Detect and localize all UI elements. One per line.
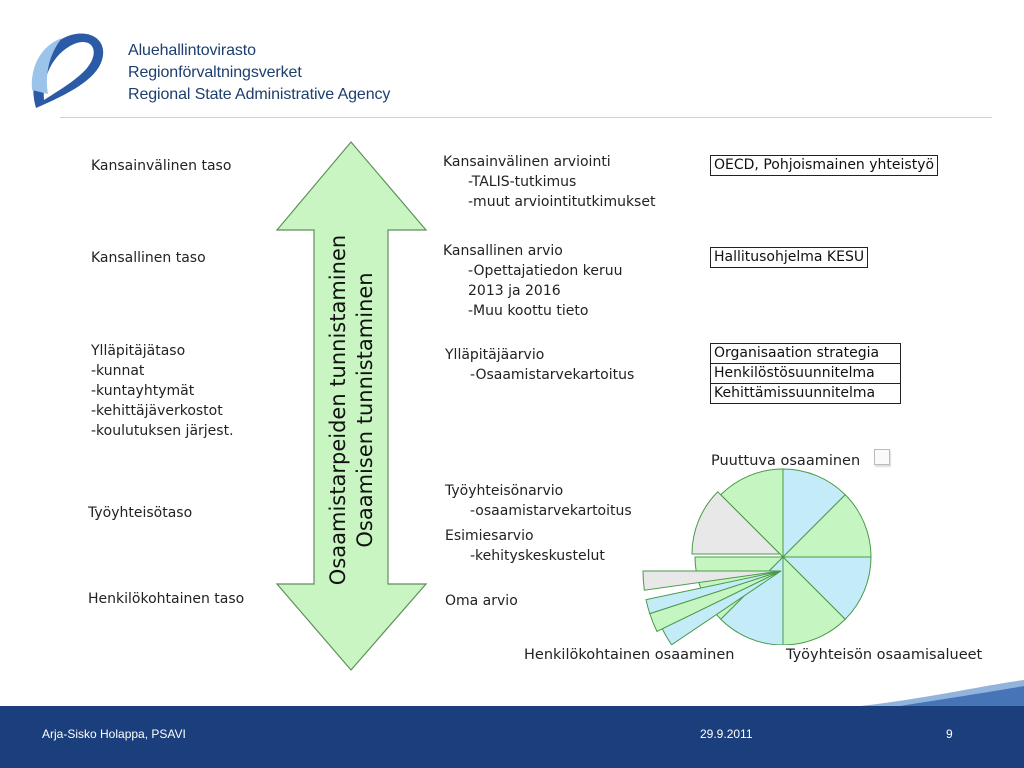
competence-pie	[640, 465, 880, 645]
level-maintainer	[91, 341, 234, 441]
eval-work-community-item: -osaamistarvekartoitus	[470, 503, 632, 519]
box-strategy: Organisaation strategia	[710, 343, 901, 364]
level-maintainer-item: -kehittäjäverkostot	[91, 403, 223, 419]
eval-supervisor-item: -kehityskeskustelut	[470, 548, 605, 564]
arrow-label-needs: Osaamistarpeiden tunnistaminen	[326, 234, 350, 586]
eval-international	[443, 152, 655, 212]
eval-international-item: -TALIS-tutkimus	[468, 174, 577, 190]
eval-maintainer-title: Ylläpitäjäarvio	[445, 347, 545, 363]
eval-supervisor-title: Esimiesarvio	[445, 528, 534, 544]
pie-label-personal: Henkilökohtainen osaaminen	[524, 647, 735, 663]
eval-work-community-title: Työyhteisönarvio	[445, 483, 564, 499]
footer-author: Arja-Sisko Holappa, PSAVI	[42, 727, 186, 741]
level-maintainer-title: Ylläpitäjätaso	[91, 343, 186, 359]
eval-self: Oma arvio	[445, 593, 518, 609]
box-international: OECD, Pohjoismainen yhteistyö	[710, 155, 938, 176]
header-divider	[60, 117, 992, 118]
pie-label-missing: Puuttuva osaaminen	[711, 453, 861, 469]
eval-national	[443, 241, 622, 321]
footer-page-number: 9	[946, 727, 953, 741]
eval-maintainer-item: -Osaamistarvekartoitus	[470, 367, 635, 383]
eval-national-item: -Opettajatiedon keruu	[468, 263, 623, 279]
level-maintainer-item: -kunnat	[91, 363, 145, 379]
eval-national-item: 2013 ja 2016	[468, 283, 561, 299]
org-name-sv: Regionförvaltningsverket	[128, 64, 302, 81]
level-maintainer-item: -kuntayhtymät	[91, 383, 195, 399]
level-international: Kansainvälinen taso	[91, 158, 232, 174]
missing-marker-icon	[874, 449, 890, 465]
arrow-label-recognition: Osaamisen tunnistaminen	[353, 272, 377, 548]
box-maintainer-stack	[710, 343, 901, 404]
eval-maintainer	[445, 345, 634, 385]
arrow-text-rotated	[325, 235, 379, 585]
eval-national-title: Kansallinen arvio	[443, 243, 563, 259]
pie-label-community: Työyhteisön osaamisalueet	[786, 647, 983, 663]
level-work-community: Työyhteisötaso	[88, 505, 193, 521]
level-maintainer-item: -koulutuksen järjest.	[91, 423, 234, 439]
eval-supervisor	[445, 526, 605, 566]
eval-international-title: Kansainvälinen arviointi	[443, 154, 611, 170]
org-name-fi: Aluehallintovirasto	[128, 42, 256, 59]
footer-date: 29.9.2011	[700, 727, 753, 741]
box-national: Hallitusohjelma KESU	[710, 247, 868, 268]
box-development-plan: Kehittämissuunnitelma	[710, 383, 901, 404]
footer-band	[0, 676, 1024, 768]
level-personal: Henkilökohtainen taso	[88, 591, 245, 607]
agency-logo	[28, 30, 108, 114]
level-national: Kansallinen taso	[91, 250, 206, 266]
org-name-en: Regional State Administrative Agency	[128, 86, 391, 103]
eval-international-item: -muut arviointitutkimukset	[468, 194, 656, 210]
eval-work-community	[445, 481, 632, 521]
eval-national-item: -Muu koottu tieto	[468, 303, 589, 319]
box-hr-plan: Henkilöstösuunnitelma	[710, 363, 901, 384]
